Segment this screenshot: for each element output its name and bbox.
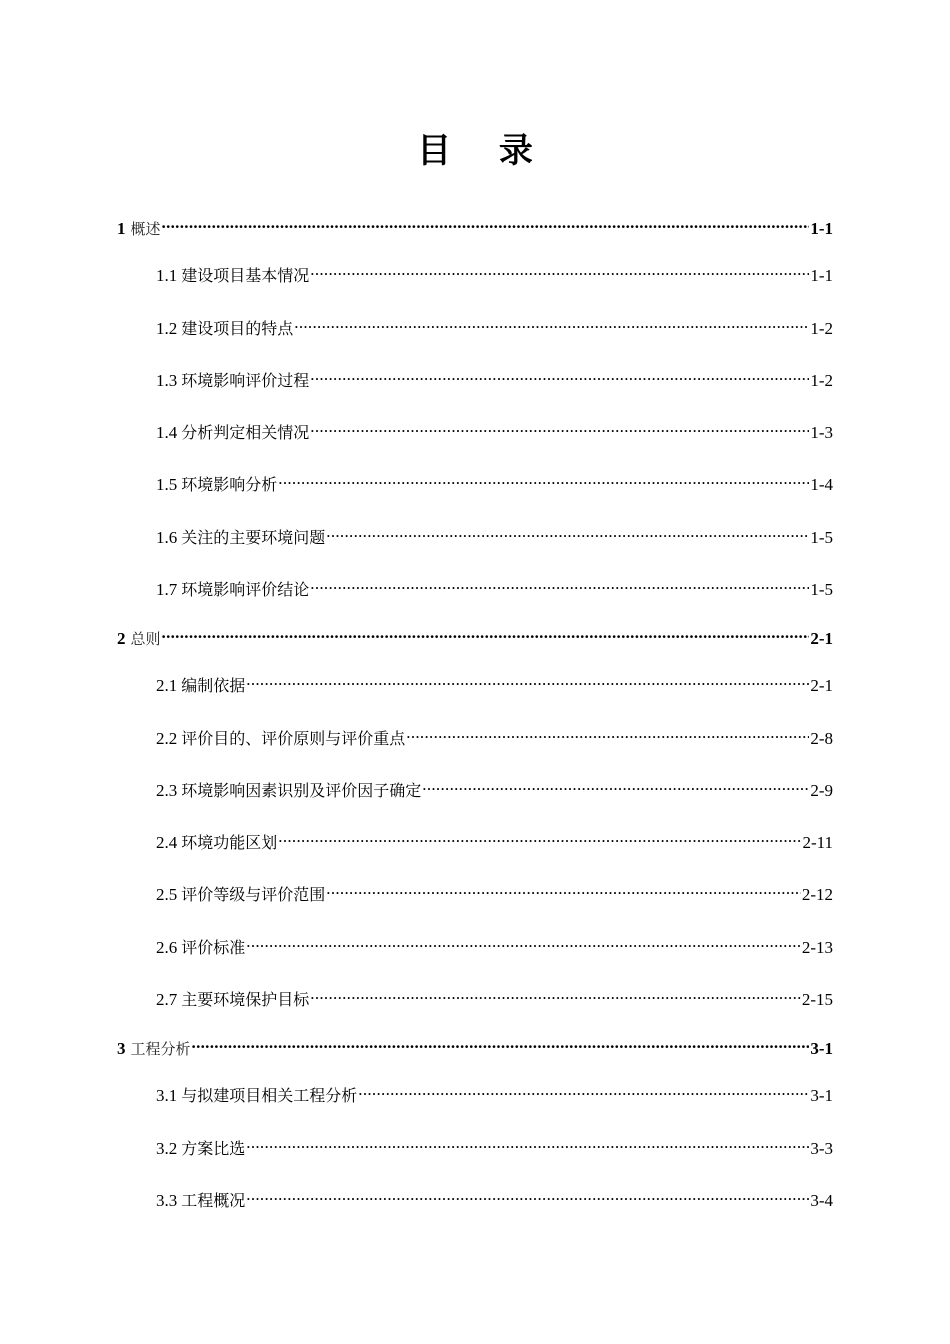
toc-entry-page: 1-2 bbox=[810, 319, 833, 338]
toc-entry-title: 评价等级与评价范围 bbox=[181, 885, 326, 904]
toc-entry-title: 环境功能区划 bbox=[181, 833, 278, 852]
toc-dot-leader bbox=[192, 1030, 810, 1054]
toc-entry-page: 2-15 bbox=[801, 990, 833, 1009]
toc-entry-number: 1.3 bbox=[156, 371, 178, 390]
toc-entry-title: 分析判定相关情况 bbox=[181, 423, 310, 442]
toc-entry[interactable] bbox=[117, 620, 833, 648]
toc-entry-page: 3-4 bbox=[810, 1191, 833, 1210]
toc-entry-title: 总则 bbox=[130, 630, 161, 648]
toc-entry-title: 关注的主要环境问题 bbox=[181, 528, 326, 547]
toc-entry[interactable] bbox=[156, 929, 833, 957]
toc-entry-number: 1.2 bbox=[156, 319, 178, 338]
toc-entry-page: 1-4 bbox=[810, 475, 833, 494]
toc-entry-title: 概述 bbox=[130, 220, 161, 238]
toc-entry-title: 工程概况 bbox=[181, 1191, 246, 1210]
toc-dot-leader bbox=[162, 210, 810, 234]
toc-entry-title: 方案比选 bbox=[181, 1139, 246, 1158]
toc-entry[interactable] bbox=[156, 571, 833, 599]
toc-entry-page: 2-1 bbox=[810, 676, 833, 695]
toc-entry-page: 3-1 bbox=[810, 1086, 833, 1105]
toc-dot-leader bbox=[294, 310, 809, 334]
toc-entry-title: 环境影响评价结论 bbox=[181, 580, 310, 599]
toc-entry-title: 与拟建项目相关工程分析 bbox=[181, 1086, 358, 1105]
toc-entry-title: 环境影响分析 bbox=[181, 475, 278, 494]
toc-entry-number: 1.7 bbox=[156, 580, 178, 599]
toc-dot-leader bbox=[310, 362, 809, 386]
toc-entry-title: 编制依据 bbox=[181, 676, 246, 695]
toc-entry-title: 环境影响因素识别及评价因子确定 bbox=[181, 781, 422, 800]
toc-dot-leader bbox=[246, 1130, 809, 1154]
toc-entry[interactable] bbox=[156, 257, 833, 285]
toc-entry-number: 2.2 bbox=[156, 729, 178, 748]
toc-dot-leader bbox=[358, 1077, 809, 1101]
toc-entry-page: 1-3 bbox=[810, 423, 833, 442]
toc-entry-number: 3.3 bbox=[156, 1191, 178, 1210]
toc-dot-leader bbox=[162, 620, 810, 644]
toc-entry-number: 2 bbox=[117, 629, 126, 648]
toc-entry-title: 评价标准 bbox=[181, 938, 246, 957]
toc-entry-title: 工程分析 bbox=[130, 1040, 191, 1058]
toc-entry[interactable] bbox=[156, 981, 833, 1009]
toc-entry-number: 3.1 bbox=[156, 1086, 178, 1105]
toc-entry[interactable] bbox=[156, 1130, 833, 1158]
toc-entry-title: 评价目的、评价原则与评价重点 bbox=[181, 729, 406, 748]
toc-entry-number: 3 bbox=[117, 1039, 126, 1058]
toc-dot-leader bbox=[326, 519, 809, 543]
toc-entry-number: 1.1 bbox=[156, 266, 178, 285]
toc-entry[interactable] bbox=[156, 362, 833, 390]
toc-entry-title: 主要环境保护目标 bbox=[181, 990, 310, 1009]
toc-dot-leader bbox=[406, 720, 809, 744]
toc-entry-number: 2.4 bbox=[156, 833, 178, 852]
toc-dot-leader bbox=[278, 466, 809, 490]
toc-entry-page: 2-9 bbox=[810, 781, 833, 800]
toc-dot-leader bbox=[310, 414, 809, 438]
toc-entry[interactable] bbox=[156, 519, 833, 547]
toc-entry[interactable] bbox=[156, 414, 833, 442]
toc-entry[interactable] bbox=[156, 1077, 833, 1105]
toc-entry-number: 3.2 bbox=[156, 1139, 178, 1158]
toc-entry[interactable] bbox=[117, 210, 833, 238]
toc-dot-leader bbox=[326, 876, 801, 900]
toc-entry[interactable] bbox=[156, 466, 833, 494]
toc-entry-page: 2-13 bbox=[801, 938, 833, 957]
toc-entry[interactable] bbox=[117, 1030, 833, 1058]
toc-entry-number: 1 bbox=[117, 219, 126, 238]
toc-entry-page: 2-1 bbox=[810, 629, 833, 648]
toc-entry-page: 1-5 bbox=[810, 528, 833, 547]
toc-entry[interactable] bbox=[156, 876, 833, 904]
toc-dot-leader bbox=[246, 667, 809, 691]
toc-entry[interactable] bbox=[156, 720, 833, 748]
toc-entry-number: 1.4 bbox=[156, 423, 178, 442]
toc-title: 目 录 bbox=[417, 131, 551, 171]
toc-entry-number: 1.5 bbox=[156, 475, 178, 494]
toc-entry-title: 建设项目基本情况 bbox=[181, 266, 310, 285]
toc-entry-title: 环境影响评价过程 bbox=[181, 371, 310, 390]
toc-dot-leader bbox=[310, 981, 801, 1005]
toc-dot-leader bbox=[310, 571, 809, 595]
toc-entry[interactable] bbox=[156, 1182, 833, 1210]
toc-entry[interactable] bbox=[156, 667, 833, 695]
toc-dot-leader bbox=[310, 257, 809, 281]
toc-entry-page: 1-2 bbox=[810, 371, 833, 390]
toc-entry[interactable] bbox=[156, 772, 833, 800]
toc-entry-number: 2.6 bbox=[156, 938, 178, 957]
toc-entry[interactable] bbox=[156, 824, 833, 852]
toc-entry[interactable] bbox=[156, 310, 833, 338]
toc-entry-page: 3-3 bbox=[810, 1139, 833, 1158]
toc-entry-page: 1-1 bbox=[810, 219, 833, 238]
toc-entry-number: 2.1 bbox=[156, 676, 178, 695]
toc-entry-page: 1-1 bbox=[810, 266, 833, 285]
toc-entry-page: 1-5 bbox=[810, 580, 833, 599]
toc-entry-page: 2-11 bbox=[802, 833, 833, 852]
toc-dot-leader bbox=[246, 1182, 809, 1206]
toc-dot-leader bbox=[278, 824, 801, 848]
toc-dot-leader bbox=[422, 772, 809, 796]
toc-entry-number: 2.3 bbox=[156, 781, 178, 800]
toc-dot-leader bbox=[246, 929, 801, 953]
toc-entry-page: 2-12 bbox=[801, 885, 833, 904]
toc-entry-page: 3-1 bbox=[810, 1039, 833, 1058]
toc-entry-page: 2-8 bbox=[810, 729, 833, 748]
toc-entry-number: 2.7 bbox=[156, 990, 178, 1009]
toc-entry-number: 1.6 bbox=[156, 528, 178, 547]
toc-entry-title: 建设项目的特点 bbox=[181, 319, 294, 338]
toc-entry-number: 2.5 bbox=[156, 885, 178, 904]
